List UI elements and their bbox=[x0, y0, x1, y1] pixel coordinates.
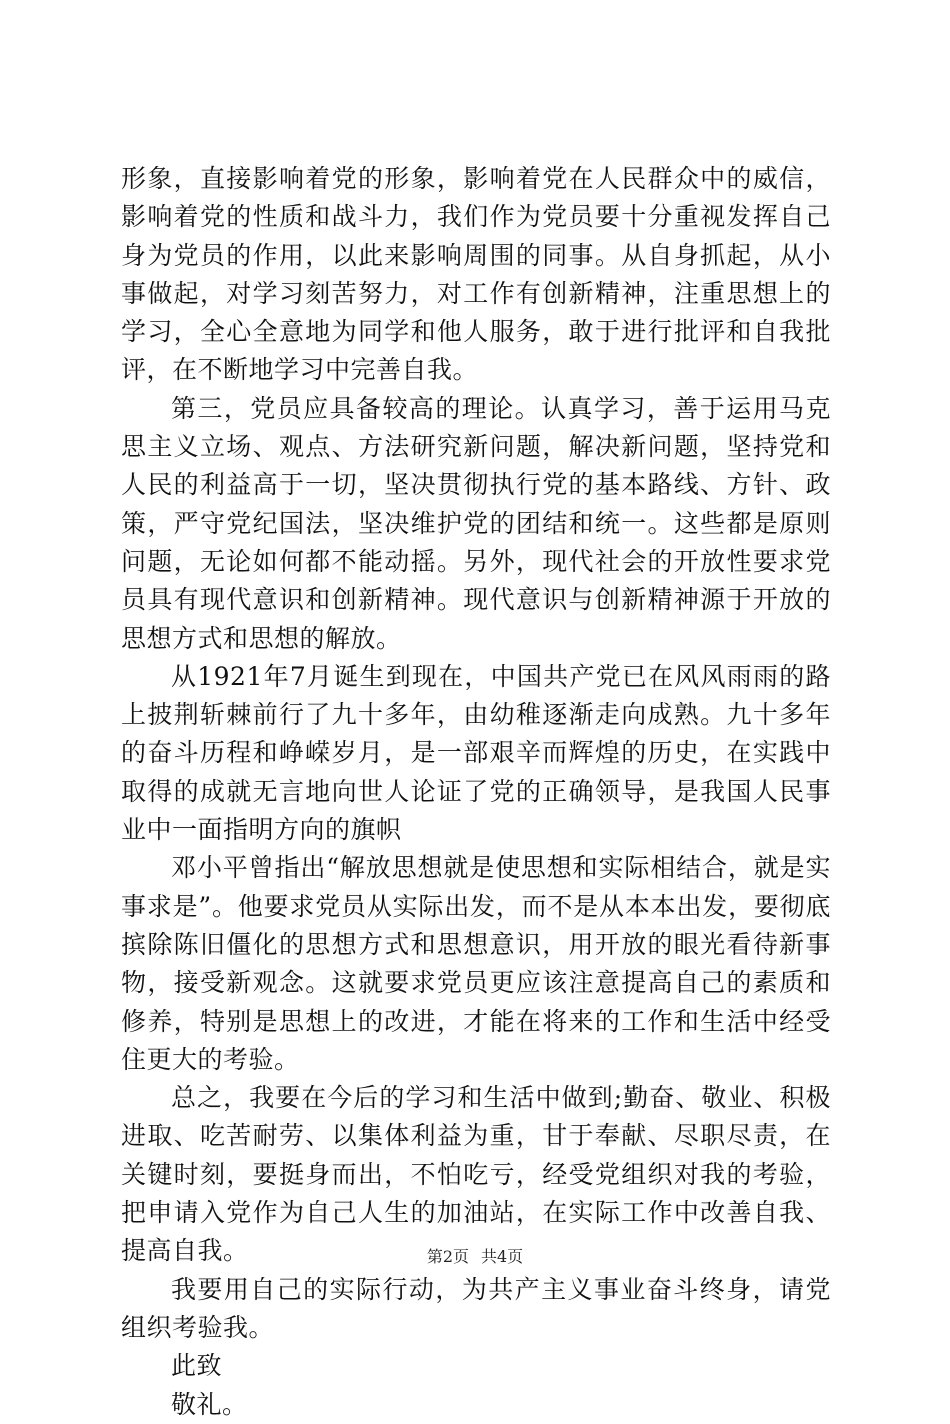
paragraph-summary: 总之，我要在今后的学习和生活中做到;勤奋、敬业、积极进取、吃苦耐劳、以集体利益为重，甘于奉献、尽职尽责，在关键时刻，要挺身而出，不怕吃亏，经受党组织对我的考验，把申请入党作为自己人生的加油站，在实际工作中改善自我、提高自我。 bbox=[121, 1083, 831, 1266]
paragraph-theory: 第三，党员应具备较高的理论。认真学习，善于运用马克思主义立场、观点、方法研究新问题，解决新问题，坚持党和人民的利益高于一切，坚决贯彻执行党的基本路线、方针、政策，严守党纪国法，坚决维护党的团结和统一。这些都是原则问题，无论如何都不能动摇。另外，现代社会的开放性要求党员具有现代意识和创新精神。现代意识与创新精神源于开放的思想方式和思想的解放。 bbox=[121, 393, 831, 653]
paragraph-continuation: 形象，直接影响着党的形象，影响着党在人民群众中的威信，影响着党的性质和战斗力，我们作为党员要十分重视发挥自己身为党员的作用，以此来影响周围的同事。从自身抓起，从小事做起，对学习刻苦努力，对工作有创新精神，注重思想上的学习，全心全意地为同学和他人服务，敢于进行批评和自我批评，在不断地学习中完善自我。 bbox=[121, 164, 831, 385]
paragraph-deng-quote: 邓小平曾指出“解放思想就是使思想和实际相结合，就是实事求是”。他要求党员从实际出发，而不是从本本出发，要彻底摈除陈旧僵化的思想方式和思想意识，用开放的眼光看待新事物，接受新观念。这就要求党员更应该注意提高自己的素质和修养，特别是思想上的改进，才能在将来的工作和生活中经受住更大的考验。 bbox=[121, 853, 831, 1074]
page-footer bbox=[0, 1244, 950, 1267]
page-number: 第2页 bbox=[426, 1247, 469, 1266]
paragraph-history: 从1921年7月诞生到现在，中国共产党已在风风雨雨的路上披荆斩棘前行了九十多年，由幼稚逐渐走向成熟。九十多年的奋斗历程和峥嵘岁月，是一部艰辛而辉煌的历史，在实践中取得的成就无言地向世人论证了党的正确领导，是我国人民事业中一面指明方向的旗帜 bbox=[121, 661, 831, 845]
document-body bbox=[121, 160, 831, 1424]
closing-regards: 敬礼。 bbox=[171, 1389, 248, 1419]
paragraph-pledge: 我要用自己的实际行动，为共产主义事业奋斗终身，请党组织考验我。 bbox=[121, 1274, 831, 1342]
page-total: 共4页 bbox=[481, 1247, 524, 1266]
closing-salutation: 此致 bbox=[171, 1351, 223, 1381]
